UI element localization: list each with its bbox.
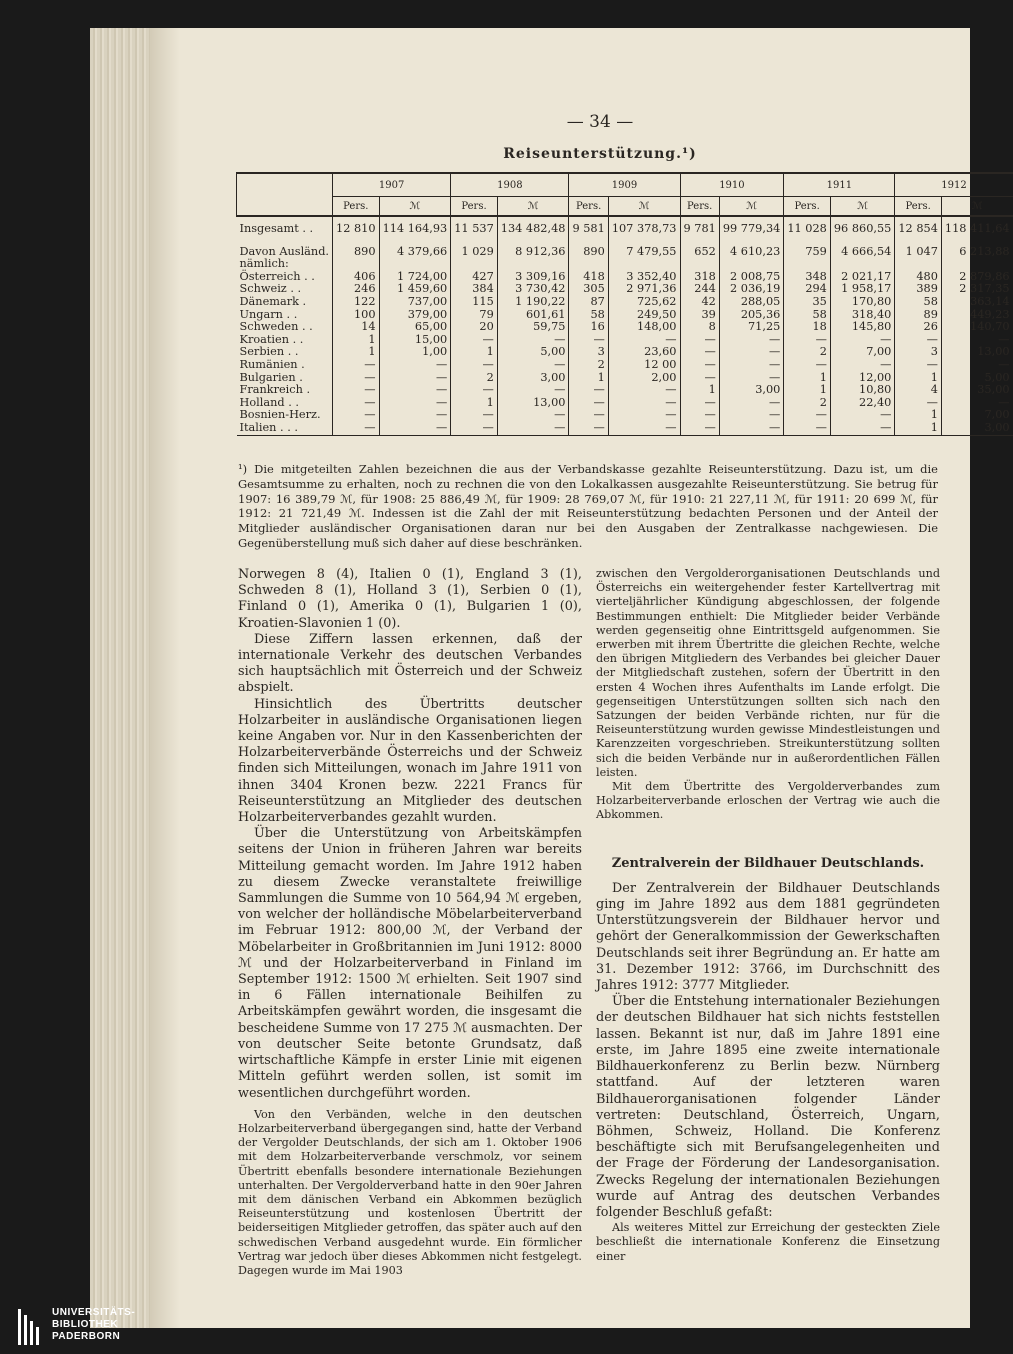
table-cell: 288,05 <box>719 296 784 309</box>
table-cell: — <box>569 334 608 347</box>
section-heading: Zentralverein der Bildhauer Deutschlands. <box>611 855 925 871</box>
table-cell: 140,70 <box>941 321 1012 334</box>
table-cell: 16 <box>569 321 608 334</box>
table-cell: 318,40 <box>830 309 895 322</box>
table-cell: 8 <box>680 321 719 334</box>
paragraph: Von den Verbänden, welche in den deutschen Holzarbeiterverband übergegangen sind, hatte der Verband der Vergolder Deutschlands, der sich am 1. Oktober 1906 mit dem Holzarbeiterverbande verschmolz, vor seinem Übertritt ebenfalls besondere internationale Beziehungen unterhalten. Der Vergolderverband hatte in den 90er Jahren mit dem dänischen Verband ein Abkommen bezüglich Reiseunterstützung und kostenlosen Übertritt der beiderseitigen Mitglieder getroffen, das später auch auf den schwedischen Verband ausgedehnt wurde. Ein förmlicher Vertrag war jedoch über dieses Abkommen nicht festgelegt. Dagegen wurde im Mai 1903 <box>238 1107 582 1277</box>
table-cell: — <box>719 409 784 422</box>
table-row <box>237 409 1013 422</box>
table-cell: 122 <box>333 296 380 309</box>
table-cell: 601,61 <box>497 309 569 322</box>
table-cell: 11 537 <box>451 216 498 236</box>
table-cell: 145,80 <box>830 321 895 334</box>
paragraph: Der Zentralverein der Bildhauer Deutschlands ging im Jahre 1892 aus dem 1881 gegründeten Unterstützungsverein der Bildhauer hervor und gehört der Generalkommission der Gewerkschaften Deutschlands seit ihrer Begründung an. Er hatte am 31. Dezember 1912: 3766, im Durchschnitt des Jahres 1912: 3777 Mitglieder. <box>596 880 940 994</box>
table-cell: 2 036,19 <box>719 283 784 296</box>
table-cell: 3 <box>569 346 608 359</box>
table-cell: 2 021,17 <box>830 271 895 284</box>
table-cell: 7,00 <box>830 346 895 359</box>
table-cell: — <box>333 397 380 410</box>
table-cell: — <box>895 397 942 410</box>
table-cell <box>941 258 1012 271</box>
row-label: Österreich . . <box>239 269 315 283</box>
library-logo-icon <box>18 1309 44 1345</box>
table-cell: 79 <box>451 309 498 322</box>
table-cell: 1 <box>569 372 608 385</box>
table-cell: 4 <box>895 384 942 397</box>
table-cell: 148,00 <box>608 321 680 334</box>
row-label: Bulgarien . <box>239 370 303 384</box>
table-cell: — <box>680 334 719 347</box>
table-cell: 449,23 <box>941 309 1012 322</box>
mark-header: ℳ <box>497 197 569 217</box>
table-cell: 1 <box>895 372 942 385</box>
table-cell: 114 164,93 <box>379 216 451 236</box>
table-cell: 115 <box>451 296 498 309</box>
table-cell: — <box>941 359 1012 372</box>
table-cell: — <box>497 409 569 422</box>
table-cell: 1 190,22 <box>497 296 569 309</box>
row-label: Kroatien . . <box>239 332 304 346</box>
table-cell: — <box>719 372 784 385</box>
table-cell: 1 958,17 <box>830 283 895 296</box>
table-row <box>237 283 1013 296</box>
table-row <box>237 384 1013 397</box>
table-cell: — <box>830 422 895 435</box>
page-edges <box>90 28 150 1328</box>
table-cell: 134 482,48 <box>497 216 569 236</box>
row-label: Frankreich . <box>239 383 311 397</box>
table-cell: 26 <box>895 321 942 334</box>
table-cell <box>333 258 380 271</box>
table-row <box>237 258 1013 271</box>
table-row <box>237 372 1013 385</box>
table-cell: 4 379,66 <box>379 246 451 259</box>
table-row <box>237 271 1013 284</box>
pers-header: Pers. <box>569 197 608 217</box>
table-cell: 89 <box>895 309 942 322</box>
table-cell: 1 <box>895 409 942 422</box>
table-cell: 7,00 <box>941 409 1012 422</box>
mark-header: ℳ <box>608 197 680 217</box>
table-cell: — <box>569 384 608 397</box>
table-cell: — <box>608 397 680 410</box>
table-cell: 5,00 <box>497 346 569 359</box>
row-label: Bosnien-Herz. <box>239 408 321 422</box>
table-cell: — <box>680 359 719 372</box>
table-cell: 3,00 <box>719 384 784 397</box>
table-cell <box>569 258 608 271</box>
mark-header: ℳ <box>719 197 784 217</box>
table-cell: — <box>451 359 498 372</box>
table-cell: — <box>497 422 569 435</box>
row-label: Holland . . <box>239 395 299 409</box>
library-logo <box>18 1305 198 1349</box>
table-cell: 890 <box>333 246 380 259</box>
paragraph: Über die Entstehung internationaler Beziehungen der deutschen Bildhauer hat sich nichts feststellen lassen. Bekannt ist nur, daß im Jahre 1891 eine erste, im Jahre 1895 eine zweite internationale Bildhauerkonferenz zu Berlin bezw. Nürnberg stattfand. Auf der letzteren waren Bildhauerorganisationen folgender Länder vertreten: Deutschland, Österreich, Ungarn, Böhmen, Schweiz, Holland. Die Konferenz beschäftigte sich mit Berufsangelegenheiten und der Frage der Förderung der Landesorganisation. Zwecks Regelung der internationalen Beziehungen wurde auf Antrag des deutschen Verbandes folgender Beschluß gefaßt: <box>596 994 940 1220</box>
table-cell: — <box>784 422 831 435</box>
table-cell: 8 912,36 <box>497 246 569 259</box>
table-cell: 294 <box>784 283 831 296</box>
year-header: 1907 <box>333 173 451 197</box>
table-cell: 2 971,36 <box>608 283 680 296</box>
row-label: Rumänien . <box>239 357 305 371</box>
table-cell: 652 <box>680 246 719 259</box>
table-cell: 3 352,40 <box>608 271 680 284</box>
table-cell: 1,00 <box>379 346 451 359</box>
table-cell: 59,75 <box>497 321 569 334</box>
table-cell: 12 854 <box>895 216 942 236</box>
table-cell <box>895 258 942 271</box>
table-cell: — <box>784 359 831 372</box>
year-header: 1911 <box>784 173 895 197</box>
table-cell: — <box>719 397 784 410</box>
table-cell: 249,50 <box>608 309 680 322</box>
table-cell: — <box>333 384 380 397</box>
table-cell: 12,00 <box>830 372 895 385</box>
table-cell: 2 008,75 <box>719 271 784 284</box>
table-cell: 100 <box>333 309 380 322</box>
table-cell: 1 <box>784 372 831 385</box>
table-cell: 2 <box>569 359 608 372</box>
table-row <box>237 422 1013 435</box>
table-cell: 14 <box>333 321 380 334</box>
table-cell: 87 <box>569 296 608 309</box>
table-cell: — <box>830 359 895 372</box>
paragraph: Über die Unterstützung von Arbeitskämpfen seitens der Union in früheren Jahren war bereits Mitteilung gemacht worden. Im Jahre 1912 haben zu diesem Zwecke veranstaltete freiwillige Sammlungen die Summe von 10 564,94 ℳ ergeben, von welcher der holländische Möbelarbeiterverband im Februar 1912: 800,00 ℳ, der Verband der Möbelarbeiter in Großbritannien im Juni 1912: 8000 ℳ und der Holzarbeiterverband in Finland im September 1912: 1500 ℳ erhielten. Seit 1907 sind in 6 Fällen internationale Beihilfen zu Arbeitskämpfen gewährt worden, die insgesamt die bescheidene Summe von 17 275 ℳ ausmachten. Der von deutscher Seite betonte Grundsatz, daß wirtschaftliche Kämpfe in erster Linie mit eigenen Mitteln geführt werden sollen, ist somit im wesentlichen durchgeführt worden. <box>238 826 582 1101</box>
table-cell: 3 730,42 <box>497 283 569 296</box>
table-cell: 2 <box>451 372 498 385</box>
table-cell: — <box>497 359 569 372</box>
footnote: ¹) Die mitgeteilten Zahlen bezeichnen die aus der Verbandskasse gezahlte Reiseunterstützung. Dazu ist, um die Gesamtsumme zu erhalten, noch zu rechnen die von den Lokalkassen ausgezahlte Reiseunterstützung. Sie betrug für 1907: 16 389,79 ℳ, für 1908: 25 886,49 ℳ, für 1909: 28 769,07 ℳ, für 1910: 21 227,11 ℳ, für 1911: 20 699 ℳ, für 1912: 21 721,49 ℳ. Indessen ist die Zahl der mit Reiseunterstützung bedachten Personen und der Anteil der Mitglieder ausländischer Organisationen daran nur bei den Ausgaben der Zentralkasse nachgewiesen. Die Gegenüberstellung muß sich daher auf diese beschränken. <box>238 462 938 550</box>
table-row <box>237 359 1013 372</box>
table-cell: 363,14 <box>941 296 1012 309</box>
table-cell: — <box>680 409 719 422</box>
table-cell <box>784 258 831 271</box>
table-cell: 10,80 <box>830 384 895 397</box>
mark-header: ℳ <box>830 197 895 217</box>
paragraph: Mit dem Übertritte des Vergolderverbandes zum Holzarbeiterverbande erloschen der Vertrag wie auch die Abkommen. <box>596 780 940 822</box>
table-cell: — <box>333 422 380 435</box>
table-cell: 1 459,60 <box>379 283 451 296</box>
table-cell: — <box>379 422 451 435</box>
year-header: 1908 <box>451 173 569 197</box>
table-cell: 23,60 <box>608 346 680 359</box>
table-cell: — <box>451 334 498 347</box>
table-cell: 2,00 <box>608 372 680 385</box>
table-cell: 2 317,35 <box>941 283 1012 296</box>
table-cell: 9 581 <box>569 216 608 236</box>
table-cell: — <box>941 334 1012 347</box>
table-cell: — <box>451 384 498 397</box>
table-cell: 379,00 <box>379 309 451 322</box>
row-label: Schweden . . <box>239 320 313 334</box>
table-cell: — <box>451 422 498 435</box>
pers-header: Pers. <box>451 197 498 217</box>
table-cell: 2 879,86 <box>941 271 1012 284</box>
logo-line: BIBLIOTHEK <box>52 1319 119 1330</box>
table-row <box>237 321 1013 334</box>
paragraph: Norwegen 8 (4), Italien 0 (1), England 3 (1), Schweden 8 (1), Holland 3 (1), Serbien 0 (1), Finland 0 (1), Amerika 0 (1), Bulgarien 1 (0), Kroatien-Slavonien 1 (0). <box>238 567 582 631</box>
table-cell <box>379 258 451 271</box>
table-cell: 1 <box>895 422 942 435</box>
table-cell: 406 <box>333 271 380 284</box>
table-cell: 318 <box>680 271 719 284</box>
table-cell: 35,00 <box>941 384 1012 397</box>
pers-header: Pers. <box>895 197 942 217</box>
table-cell: 6 213,88 <box>941 246 1012 259</box>
table-cell: 348 <box>784 271 831 284</box>
right-column <box>596 567 940 1264</box>
table-cell: — <box>830 334 895 347</box>
table-cell: 20 <box>451 321 498 334</box>
table-cell: 427 <box>451 271 498 284</box>
table-cell: — <box>830 409 895 422</box>
table-cell: 1 724,00 <box>379 271 451 284</box>
paragraph: Als weiteres Mittel zur Erreichung der gesteckten Ziele beschließt die internationale Konferenz die Einsetzung einer <box>596 1221 940 1263</box>
table-cell: — <box>895 359 942 372</box>
table-cell: 18 <box>784 321 831 334</box>
table-cell: 737,00 <box>379 296 451 309</box>
table-cell: 480 <box>895 271 942 284</box>
table-title: Reiseunterstützung.¹) <box>503 146 697 162</box>
table-cell: 1 <box>333 346 380 359</box>
table-cell: 58 <box>784 309 831 322</box>
year-header: 1912 <box>895 173 1013 197</box>
row-label: Insgesamt . . <box>239 222 314 235</box>
table-cell: — <box>608 384 680 397</box>
reiseunterstuetzung-table <box>236 172 1013 436</box>
table-cell: 1 <box>333 334 380 347</box>
row-label: Serbien . . <box>239 345 299 359</box>
table-cell: — <box>719 359 784 372</box>
table-cell: 305 <box>569 283 608 296</box>
table-row <box>237 309 1013 322</box>
table-cell: 12 00 <box>608 359 680 372</box>
table-cell: — <box>680 422 719 435</box>
table-cell: 3 309,16 <box>497 271 569 284</box>
left-column <box>238 567 582 1278</box>
mark-header: ℳ <box>941 197 1012 217</box>
table-cell: 418 <box>569 271 608 284</box>
label-header <box>237 197 333 217</box>
table-cell: — <box>451 409 498 422</box>
table-cell: 118 411,64 <box>941 216 1012 236</box>
table-row <box>237 296 1013 309</box>
page-gutter <box>150 28 180 1328</box>
row-label: nämlich: <box>239 257 289 271</box>
paragraph: Hinsichtlich des Übertritts deutscher Holzarbeiter in ausländische Organisationen liegen keine Angaben vor. Nur in den Kassenberichten der Holzarbeiterverbände Österreichs und der Schweiz finden sich Mitteilungen, wonach im Jahre 1911 von ihnen 3404 Kronen bezw. 2221 Francs für Reiseunterstützung an Mitglieder des deutschen Holzarbeiterverbandes gezahlt wurden. <box>238 696 582 826</box>
row-label: Ungarn . . <box>239 307 298 321</box>
table-row <box>237 397 1013 410</box>
table-cell <box>497 258 569 271</box>
row-label: Schweiz . . <box>239 282 302 296</box>
table-cell: 1 <box>784 384 831 397</box>
table-row <box>237 246 1013 259</box>
table-cell: 13,00 <box>497 397 569 410</box>
table-cell: — <box>719 346 784 359</box>
table-cell: 96 860,55 <box>830 216 895 236</box>
table-cell: 759 <box>784 246 831 259</box>
table-cell: 1 <box>451 397 498 410</box>
table-cell: 3,00 <box>497 372 569 385</box>
table-cell: 2 <box>784 397 831 410</box>
table-cell: 13,00 <box>941 346 1012 359</box>
table-cell: — <box>680 397 719 410</box>
table-cell: 58 <box>569 309 608 322</box>
table-cell: 22,40 <box>830 397 895 410</box>
pers-header: Pers. <box>680 197 719 217</box>
table-cell: 71,25 <box>719 321 784 334</box>
table-cell: — <box>497 384 569 397</box>
table-cell: — <box>608 409 680 422</box>
row-label: Dänemark . <box>239 294 307 308</box>
table-cell: 170,80 <box>830 296 895 309</box>
pers-header: Pers. <box>333 197 380 217</box>
year-header: 1909 <box>569 173 680 197</box>
table-cell: 1 <box>680 384 719 397</box>
table-cell: 389 <box>895 283 942 296</box>
table-cell: 3,00 <box>941 422 1012 435</box>
table-cell: 205,36 <box>719 309 784 322</box>
table-cell: — <box>569 422 608 435</box>
table-cell: — <box>719 334 784 347</box>
table-cell: — <box>784 334 831 347</box>
table-cell: — <box>379 409 451 422</box>
label-header <box>237 173 333 197</box>
table-cell: — <box>333 359 380 372</box>
table-cell: 4 666,54 <box>830 246 895 259</box>
table-cell: 725,62 <box>608 296 680 309</box>
table-cell: 39 <box>680 309 719 322</box>
table-cell: 12 810 <box>333 216 380 236</box>
table-cell: — <box>680 346 719 359</box>
table-cell: 4 610,23 <box>719 246 784 259</box>
table-body <box>237 216 1013 435</box>
paragraph: zwischen den Vergolderorganisationen Deutschlands und Österreichs ein weitergehender fester Kartellvertrag mit vierteljährlicher Kündigung abgeschlossen, der folgende Bestimmungen enthielt: Die Mitglieder beider Verbände werden gegenseitig ohne Eintrittsgeld aufgenommen. Sie erwerben mit ihrem Übertritte die gleichen Rechte, welche den übrigen Mitgliedern des Verbandes bei gleicher Dauer der Mitgliedschaft zustehen, sofern der Übertritt in den ersten 4 Wochen ihres Aufenthalts im Lande erfolgt. Die gegenseitigen Unterstützungen sollten sich nach den Satzungen der beiden Verbände richten, nur für die Reiseunterstützung wurden gewisse Mindestleistungen und Karenzzeiten vorgeschrieben. Streikunterstützung sollten sich die beiden Verbände nur in außerordentlichen Fällen leisten. <box>596 567 940 779</box>
paragraph: Diese Ziffern lassen erkennen, daß der internationale Verkehr des deutschen Verbandes sich hauptsächlich mit Österreich und der Schweiz abspielt. <box>238 631 582 696</box>
table-cell <box>680 258 719 271</box>
table-row <box>237 216 1013 236</box>
logo-line: UNIVERSITÄTS- <box>52 1307 136 1318</box>
year-header: 1910 <box>680 173 784 197</box>
table-cell: — <box>497 334 569 347</box>
table-cell: — <box>569 397 608 410</box>
table-cell: 5,00 <box>941 372 1012 385</box>
table-row <box>237 346 1013 359</box>
pers-header: Pers. <box>784 197 831 217</box>
table-cell: 58 <box>895 296 942 309</box>
table-row <box>237 334 1013 347</box>
table-cell: 15,00 <box>379 334 451 347</box>
table-cell: — <box>379 372 451 385</box>
table-cell: 9 781 <box>680 216 719 236</box>
table-cell <box>451 258 498 271</box>
table-cell: — <box>379 359 451 372</box>
table-cell <box>830 258 895 271</box>
table-cell: 246 <box>333 283 380 296</box>
table-cell: 7 479,55 <box>608 246 680 259</box>
table-cell: 3 <box>895 346 942 359</box>
table-cell: 65,00 <box>379 321 451 334</box>
table-cell: 1 029 <box>451 246 498 259</box>
table-cell: — <box>680 372 719 385</box>
logo-line: PADERBORN <box>52 1331 121 1342</box>
spacer-row <box>237 236 1013 246</box>
table-cell: — <box>333 409 380 422</box>
table-cell: — <box>719 422 784 435</box>
page-number: — 34 — <box>566 112 634 132</box>
table-cell: — <box>784 409 831 422</box>
table-cell: — <box>941 397 1012 410</box>
row-label: Davon Ausländ. <box>239 244 330 258</box>
table-cell: — <box>608 422 680 435</box>
table-cell <box>719 258 784 271</box>
table-cell: 11 028 <box>784 216 831 236</box>
mark-header: ℳ <box>379 197 451 217</box>
table-cell: — <box>569 409 608 422</box>
table-cell: — <box>379 384 451 397</box>
table-cell: 1 047 <box>895 246 942 259</box>
table-cell: 35 <box>784 296 831 309</box>
table-cell: 244 <box>680 283 719 296</box>
table-cell: — <box>379 397 451 410</box>
table-cell: — <box>608 334 680 347</box>
table-cell: 384 <box>451 283 498 296</box>
table-cell: 2 <box>784 346 831 359</box>
table-cell: 42 <box>680 296 719 309</box>
table-cell: — <box>333 372 380 385</box>
table-cell: 1 <box>451 346 498 359</box>
table-cell: 890 <box>569 246 608 259</box>
table-cell: 107 378,73 <box>608 216 680 236</box>
row-label: Italien . . . <box>237 422 333 435</box>
table-cell: — <box>895 334 942 347</box>
table-cell <box>608 258 680 271</box>
table-cell: 99 779,34 <box>719 216 784 236</box>
